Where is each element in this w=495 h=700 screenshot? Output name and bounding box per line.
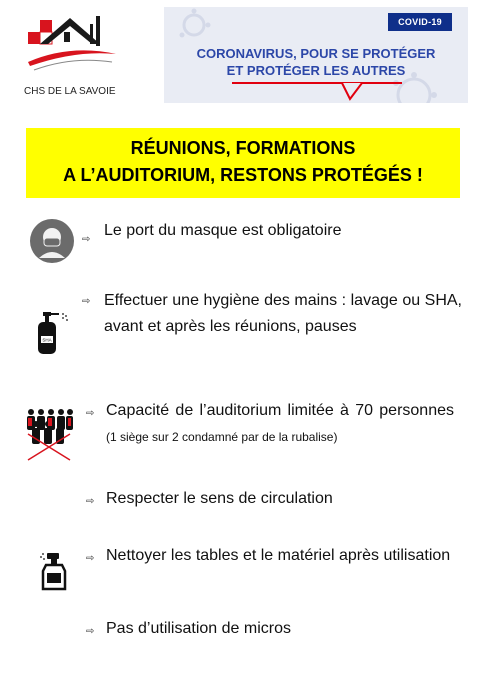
item-text: Pas d’utilisation de micros bbox=[106, 620, 291, 637]
bullet-arrow: ⇨ bbox=[82, 234, 91, 245]
item-text: Effectuer une hygiène des mains : lavage ou SHA, avant et après les réunions, pauses bbox=[104, 292, 462, 335]
bottle-label: SHA bbox=[42, 337, 52, 343]
chs-logo-mark bbox=[20, 10, 120, 82]
banner-title-line1: CORONAVIRUS, POUR SE PROTÉGER bbox=[196, 46, 436, 61]
list-item-hand-hygiene bbox=[0, 288, 495, 368]
speech-underline-icon bbox=[232, 79, 402, 103]
capacity-note: (1 siège sur 2 condamné par de la rubalise) bbox=[106, 430, 338, 444]
covid-badge: COVID-19 bbox=[388, 13, 452, 31]
list-item-capacity bbox=[0, 398, 495, 462]
spray-bottle-icon bbox=[40, 551, 68, 591]
banner-title bbox=[164, 45, 468, 79]
bullet-arrow: ⇨ bbox=[86, 496, 95, 507]
logo-text: CHS DE LA SAVOIE bbox=[24, 86, 116, 97]
item-text: Nettoyer les tables et le matériel après utilisation bbox=[106, 547, 451, 564]
bullet-arrow: ⇨ bbox=[86, 408, 95, 419]
headline-box bbox=[26, 128, 460, 198]
banner-title-line2: ET PROTÉGER LES AUTRES bbox=[226, 63, 406, 78]
item-text: Respecter le sens de circulation bbox=[106, 490, 333, 507]
list-item-mask bbox=[0, 214, 495, 270]
bullet-arrow: ⇨ bbox=[82, 296, 91, 307]
list-item-circulation bbox=[0, 486, 495, 516]
mask-icon bbox=[29, 218, 75, 264]
covid-banner bbox=[164, 7, 468, 103]
list-item-cleaning bbox=[0, 543, 495, 599]
capacity-text: Capacité de l’auditorium limitée à 70 personnes bbox=[106, 402, 454, 419]
headline-line2: A L’AUDITORIUM, RESTONS PROTÉGÉS ! bbox=[63, 165, 423, 185]
bullet-arrow: ⇨ bbox=[86, 553, 95, 564]
item-text: Le port du masque est obligatoire bbox=[104, 222, 342, 239]
headline-line1: RÉUNIONS, FORMATIONS bbox=[130, 138, 356, 158]
chs-logo bbox=[16, 10, 126, 100]
crowd-limit-icon bbox=[24, 404, 74, 462]
hand-sanitizer-icon bbox=[34, 310, 70, 360]
item-text bbox=[106, 398, 454, 450]
bullet-arrow: ⇨ bbox=[86, 626, 95, 637]
list-item-micros bbox=[0, 616, 495, 646]
